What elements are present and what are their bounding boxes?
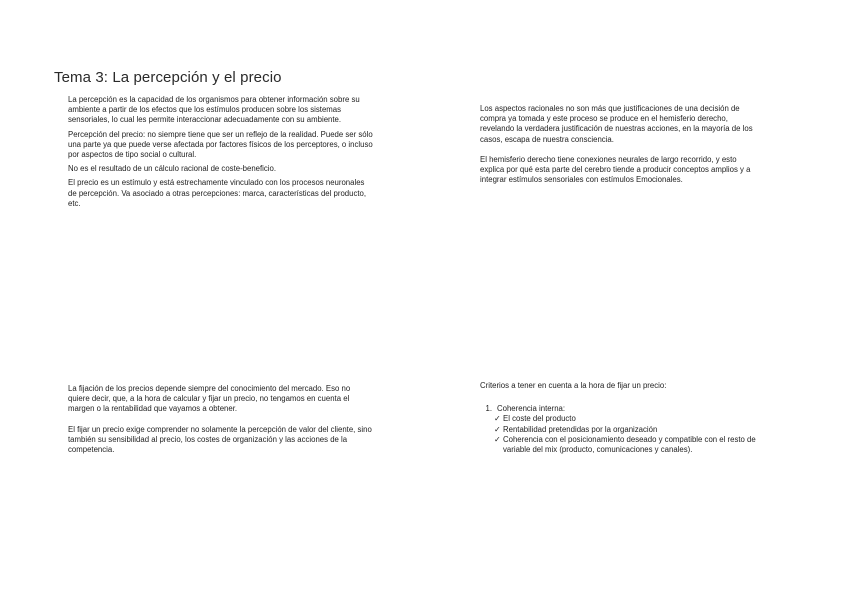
paragraph: No es el resultado de un cálculo racional de coste-beneficio. [68,164,277,174]
list-item-text: El coste del producto [503,414,576,424]
paragraph: Los aspectos racionales no son más que justificaciones de una decisión de compra ya tomada y este proceso se produce en el hemisferio derecho, revelando la verdadera justificación de nuestras acciones, en la mayoría de los casos, escapa de nuestra consciencia. [480,104,753,144]
paragraph: La fijación de los precios depende siempre del conocimiento del mercado. Eso no quiere decir, que, a la hora de calcular y fijar un precio, no tengamos en cuenta el margen o la rentabilidad que vayamos a obtener. [68,384,351,414]
page-title: Tema 3: La percepción y el precio [54,69,282,86]
criteria-sublist [480,414,765,455]
numbered-item [480,404,765,414]
checkmark-icon: ✓ [494,414,501,424]
slide-text-hemisphere [480,104,760,189]
list-item [494,425,765,435]
item-number: 1. [485,404,492,414]
criteria-heading: Criterios a tener en cuenta a la hora de fijar un precio: [480,381,667,390]
slide-text-perception [68,95,373,213]
paragraph: La percepción es la capacidad de los organismos para obtener información sobre su ambiente a partir de los efectos que los estímulos producen sobre los sistemas sensoriales, lo cual les permite interaccionar adecuadamente con su ambiente. [68,95,360,125]
paragraph: Percepción del precio: no siempre tiene que ser un reflejo de la realidad. Puede ser sólo una parte ya que puede verse afectada por factores físicos de los perceptores, o incluso por aspectos de tipo social o cultural. [68,129,373,160]
list-item-text: Coherencia con el posicionamiento deseado y compatible con el resto de variable del mix (producto, comunicaciones y canales). [503,434,756,455]
checkmark-icon: ✓ [494,434,501,444]
checkmark-icon: ✓ [494,424,501,434]
list-item [494,414,765,424]
slide-text-criteria [480,381,765,455]
list-item [494,435,765,455]
paragraph: El precio es un estímulo y está estrechamente vinculado con los procesos neuronales de percepción. Va asociado a otras percepciones: marca, características del producto, etc. [68,178,367,208]
paragraph: El hemisferio derecho tiene conexiones neurales de largo recorrido, y esto explica por qué esta parte del cerebro tiende a producir conceptos amplios y a integrar estímulos sensoriales con estímulos Emocionales. [480,154,751,185]
list-item-text: Rentabilidad pretendidas por la organización [503,424,658,434]
item-label: Coherencia interna: [497,404,566,414]
slide-text-price-setting [68,384,373,459]
paragraph: El fijar un precio exige comprender no solamente la percepción de valor del cliente, sino también su sensibilidad al precio, los costes de organización y las acciones de la competencia. [68,424,372,455]
